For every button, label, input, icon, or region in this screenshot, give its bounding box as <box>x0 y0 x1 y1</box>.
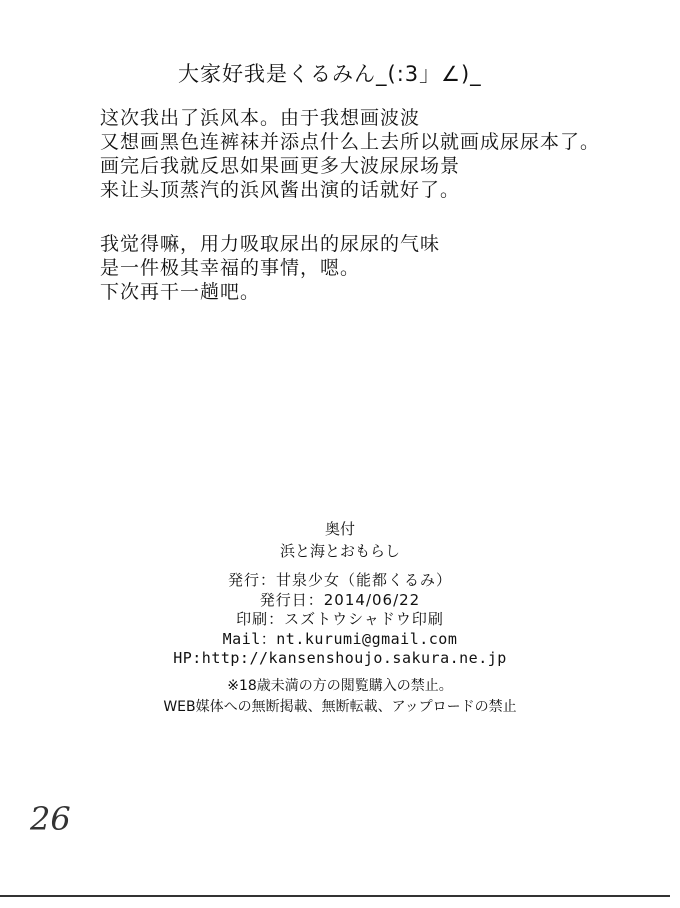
mail-line: Mail：nt.kurumi@gmail.com <box>222 629 458 648</box>
text-line: 来让头顶蒸汽的浜风酱出演的话就好了。 <box>100 179 461 201</box>
reproduction-notice: WEB媒体への無断掲載、無断転載、アップロードの禁止 <box>163 699 517 715</box>
scan-edge-divider <box>0 895 670 897</box>
text-line: 又想画黑色连裤袜并添点什么上去所以就画成尿尿本了。 <box>100 131 601 153</box>
text-line: 是一件极其幸福的事情，嗯。 <box>100 257 361 279</box>
page-number: 26 <box>30 800 71 838</box>
text-line: 下次再干一趟吧。 <box>100 281 261 303</box>
paragraph-first <box>100 106 600 202</box>
notices <box>0 676 680 718</box>
age-restriction-notice: ※18歳未満の方の閲覧購入の禁止。 <box>227 678 453 694</box>
publish-date-line: 発行日：2014/06/22 <box>259 590 421 609</box>
colophon-title: 奥付 <box>324 520 355 538</box>
greeting-line: 大家好我是くるみん_(:3」∠)_ <box>178 62 482 86</box>
paragraph-second <box>100 232 440 304</box>
text-line: 这次我出了浜风本。由于我想画波波 <box>100 107 421 129</box>
homepage-line: HP:http://kansenshoujo.sakura.ne.jp <box>173 649 507 667</box>
publisher-line: 発行：甘泉少女（能都くるみ） <box>227 571 452 589</box>
printer-line: 印刷：スズトウシャドウ印刷 <box>236 610 444 628</box>
colophon-details <box>0 571 680 669</box>
book-title: 浜と海とおもらし <box>279 542 400 560</box>
text-line: 画完后我就反思如果画更多大波尿尿场景 <box>100 155 461 177</box>
text-line: 我觉得嘛，用力吸取尿出的尿尿的气味 <box>100 233 441 255</box>
